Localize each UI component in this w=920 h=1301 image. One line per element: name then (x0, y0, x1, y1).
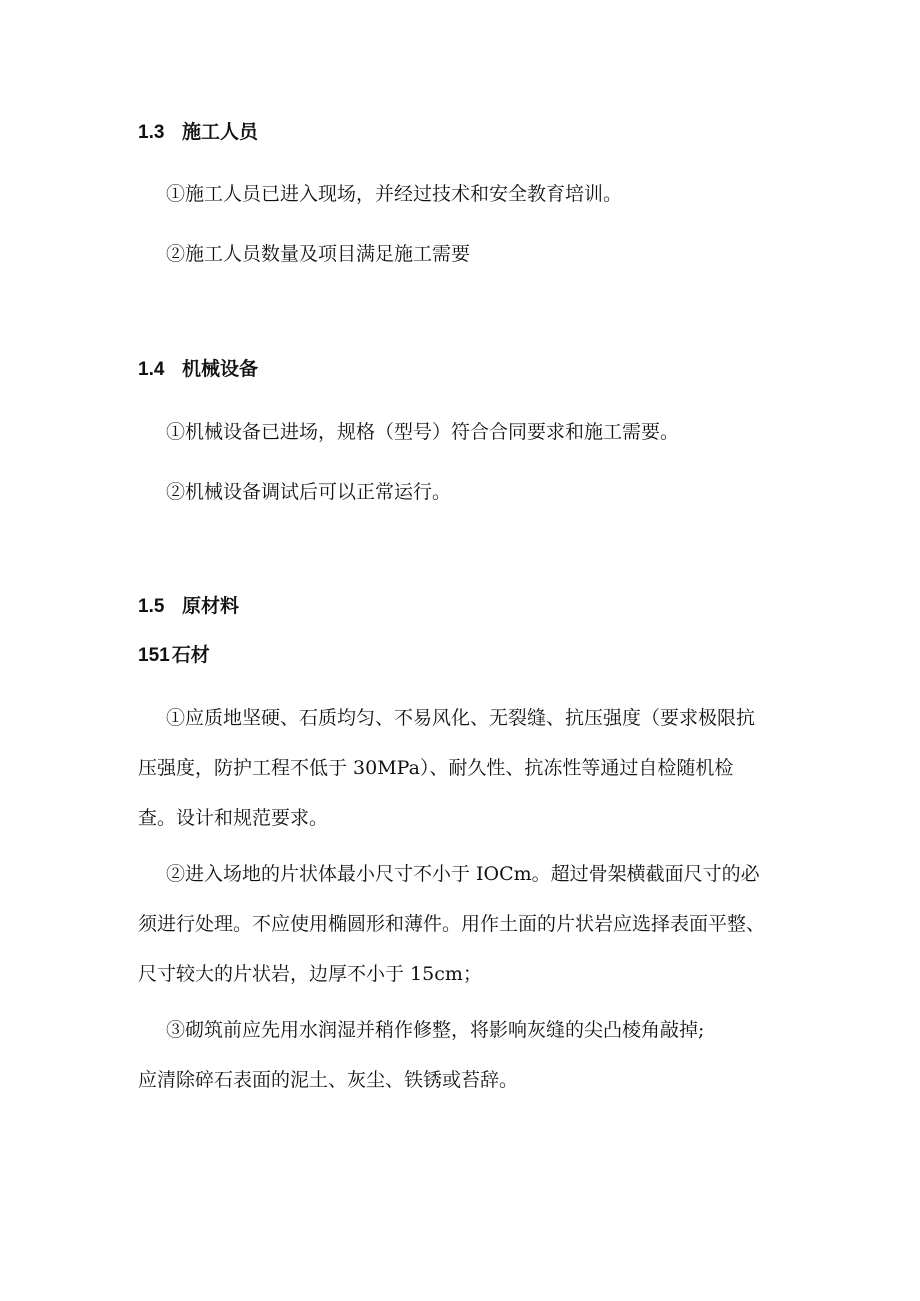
section-heading-1-3 (138, 120, 258, 145)
subsection-title: 石材 (171, 644, 210, 666)
paragraph-151-item-3 (138, 1005, 798, 1105)
section-number: 1.4 (138, 359, 165, 380)
paragraph-1-4-item-2 (138, 467, 798, 517)
section-title: 机械设备 (182, 358, 259, 380)
text-line: ③砌筑前应先用水润湿并稍作修整，将影响灰缝的尖凸棱角敲掉; (166, 1019, 705, 1041)
paragraph-1-3-item-1 (138, 169, 798, 219)
text-line: 应清除碎石表面的泥土、灰尘、铁锈或苔辞。 (138, 1069, 519, 1091)
section-number: 1.3 (138, 122, 165, 143)
section-heading-1-4 (138, 357, 258, 382)
text-line: 查。设计和规范要求。 (138, 807, 329, 829)
paragraph-151-item-1 (138, 693, 798, 843)
text-line: ①应质地坚硬、石质均匀、不易风化、无裂缝、抗压强度（要求极限抗 (166, 707, 756, 729)
text-line: ①机械设备已进场，规格（型号）符合合同要求和施工需要。 (166, 421, 680, 443)
text-line: ①施工人员已进入现场，并经过技术和安全教育培训。 (166, 183, 623, 205)
section-title: 原材料 (182, 595, 240, 617)
text-line: ②机械设备调试后可以正常运行。 (166, 481, 452, 503)
section-heading-1-5 (138, 594, 239, 619)
text-line: ②进入场地的片状体最小尺寸不小于 IOCm。超过骨架横截面尺寸的必 (166, 863, 760, 885)
text-line: 尺寸较大的片状岩，边厚不小于 15cm； (138, 963, 482, 985)
text-line: 须进行处理。不应使用椭圆形和薄件。用作土面的片状岩应选择表面平整、 (138, 913, 766, 935)
text-line: ②施工人员数量及项目满足施工需要 (166, 243, 471, 265)
section-number: 1.5 (138, 596, 165, 617)
paragraph-1-3-item-2 (138, 229, 798, 279)
text-line: 压强度，防护工程不低于 30MPa）、耐久性、抗冻性等通过自检随机检 (138, 757, 734, 779)
paragraph-1-4-item-1 (138, 407, 798, 457)
section-title: 施工人员 (182, 121, 259, 143)
subsection-heading-151 (138, 643, 210, 668)
subsection-number: 151 (138, 645, 170, 666)
paragraph-151-item-2 (138, 849, 798, 999)
